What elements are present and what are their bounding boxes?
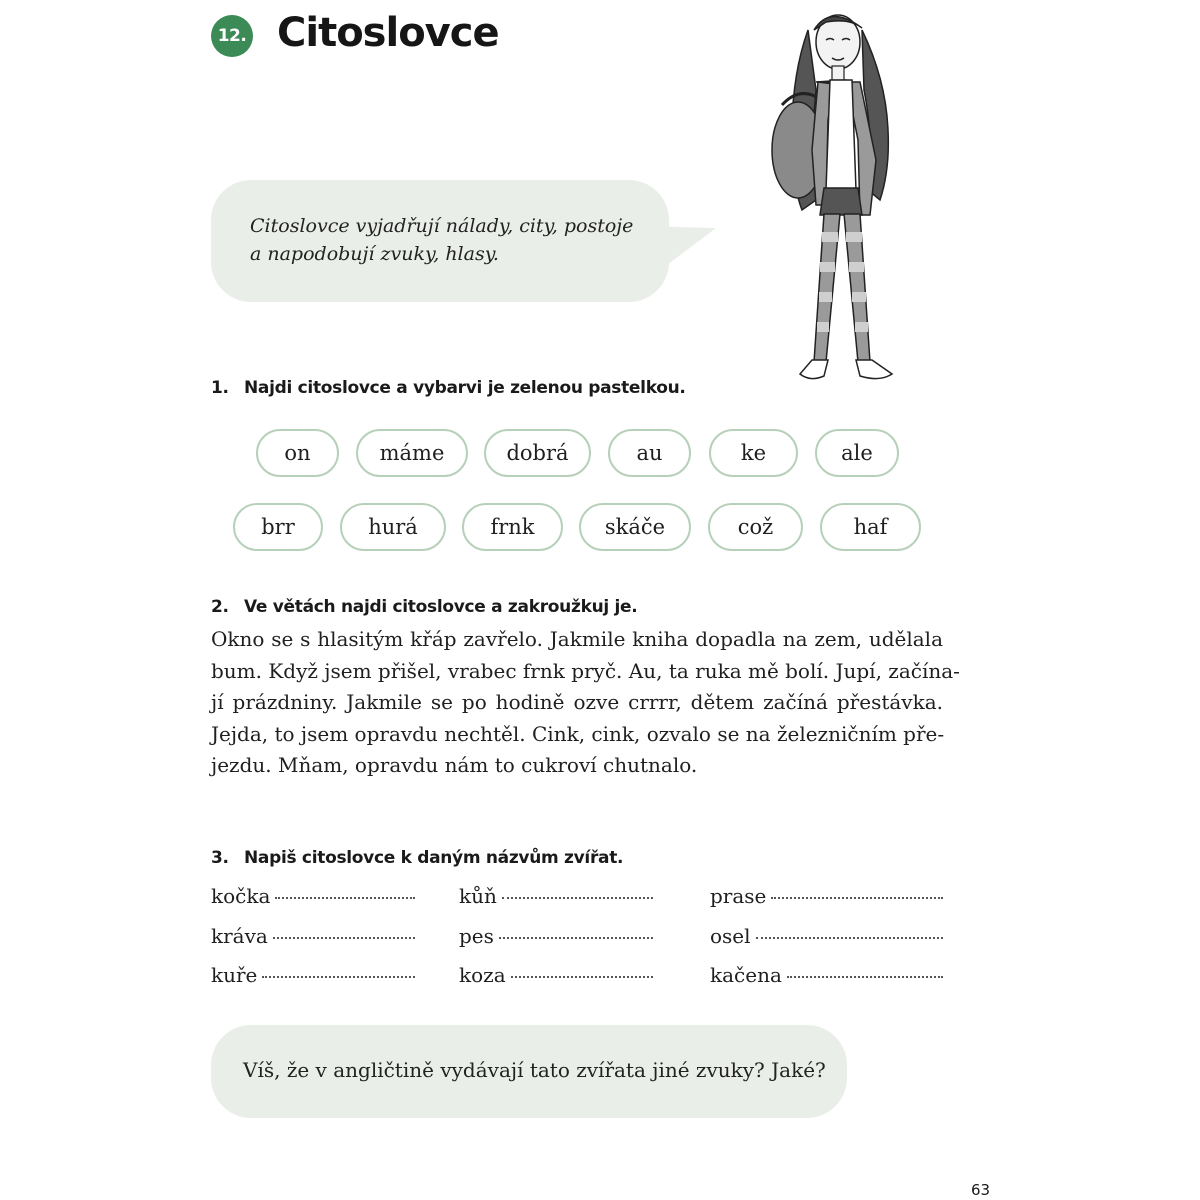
paragraph-line: jezdu. Mňam, opravdu nám to cukroví chutnalo.: [211, 753, 698, 777]
animal-name: pes: [459, 924, 494, 948]
intro-text-line-2: a napodobují zvuky, hlasy.: [250, 243, 499, 265]
word-pill[interactable]: au: [608, 429, 691, 477]
animal-answer-row[interactable]: [710, 884, 943, 908]
animal-name: prase: [710, 884, 767, 908]
exercise-3-heading: [211, 848, 623, 868]
exercise-3-number: 3.: [211, 848, 229, 868]
animal-name: kráva: [211, 924, 268, 948]
animal-answer-row[interactable]: [710, 924, 943, 948]
exercise-2-number: 2.: [211, 597, 229, 617]
question-text: Víš, že v angličtině vydávají tato zvířata jiné zvuky? Jaké?: [243, 1058, 826, 1082]
paragraph-line: Okno se s hlasitým křáp zavřelo. Jakmile kniha dopadla na zem, udělala: [211, 627, 943, 651]
animal-name: kůň: [459, 884, 497, 908]
intro-text: [250, 212, 660, 268]
animal-answer-row[interactable]: [211, 924, 415, 948]
exercise-2-paragraph: [211, 624, 960, 782]
animal-answer-row[interactable]: [211, 884, 415, 908]
answer-dotted-line[interactable]: [787, 976, 943, 978]
exercise-2-heading: [211, 597, 637, 617]
intro-text-line-1: Citoslovce vyjadřují nálady, city, postoje: [250, 215, 634, 237]
exercise-1-instruction: Najdi citoslovce a vybarvi je zelenou pastelkou.: [244, 378, 686, 398]
page-title: Citoslovce: [277, 10, 499, 56]
animal-name: osel: [710, 924, 751, 948]
word-pill[interactable]: máme: [356, 429, 468, 477]
word-pill[interactable]: ale: [815, 429, 899, 477]
page-number: 63: [971, 1181, 991, 1199]
answer-dotted-line[interactable]: [756, 937, 943, 939]
answer-dotted-line[interactable]: [771, 897, 943, 899]
exercise-1-heading: [211, 378, 686, 398]
exercise-1-number: 1.: [211, 378, 229, 398]
exercise-2-instruction: Ve větách najdi citoslovce a zakroužkuj je.: [244, 597, 638, 617]
answer-dotted-line[interactable]: [262, 976, 415, 978]
word-pill[interactable]: frnk: [462, 503, 563, 551]
girl-illustration: [730, 0, 930, 390]
animal-name: kočka: [211, 884, 271, 908]
word-pill[interactable]: skáče: [579, 503, 691, 551]
paragraph-line: Jejda, to jsem opravdu nechtěl. Cink, cink, ozvalo se na železničním pře-: [211, 721, 945, 746]
answer-dotted-line[interactable]: [502, 897, 653, 899]
animal-answer-row[interactable]: [459, 963, 653, 987]
animal-answer-row[interactable]: [459, 924, 653, 948]
answer-dotted-line[interactable]: [499, 937, 653, 939]
animal-name: kačena: [710, 963, 782, 987]
exercise-3-instruction: Napiš citoslovce k daným názvům zvířat.: [244, 848, 624, 868]
word-pill[interactable]: což: [708, 503, 803, 551]
lesson-number-badge: 12.: [211, 15, 253, 57]
word-pill[interactable]: brr: [233, 503, 323, 551]
word-pill[interactable]: on: [256, 429, 339, 477]
animal-answer-row[interactable]: [211, 963, 415, 987]
answer-dotted-line[interactable]: [273, 937, 415, 939]
answer-dotted-line[interactable]: [275, 897, 415, 899]
animal-answer-row[interactable]: [459, 884, 653, 908]
animal-name: koza: [459, 963, 506, 987]
answer-dotted-line[interactable]: [511, 976, 653, 978]
word-pill[interactable]: dobrá: [484, 429, 591, 477]
paragraph-line: bum. Když jsem přišel, vrabec frnk pryč. Au, ta ruka mě bolí. Jupí, začína-: [211, 658, 960, 683]
paragraph-line: jí prázdniny. Jakmile se po hodině ozve crrrr, dětem začíná přestávka.: [211, 690, 943, 714]
word-pill[interactable]: hurá: [340, 503, 446, 551]
animal-name: kuře: [211, 963, 258, 987]
word-pill[interactable]: haf: [820, 503, 921, 551]
animal-answer-row[interactable]: [710, 963, 943, 987]
word-pill[interactable]: ke: [709, 429, 798, 477]
